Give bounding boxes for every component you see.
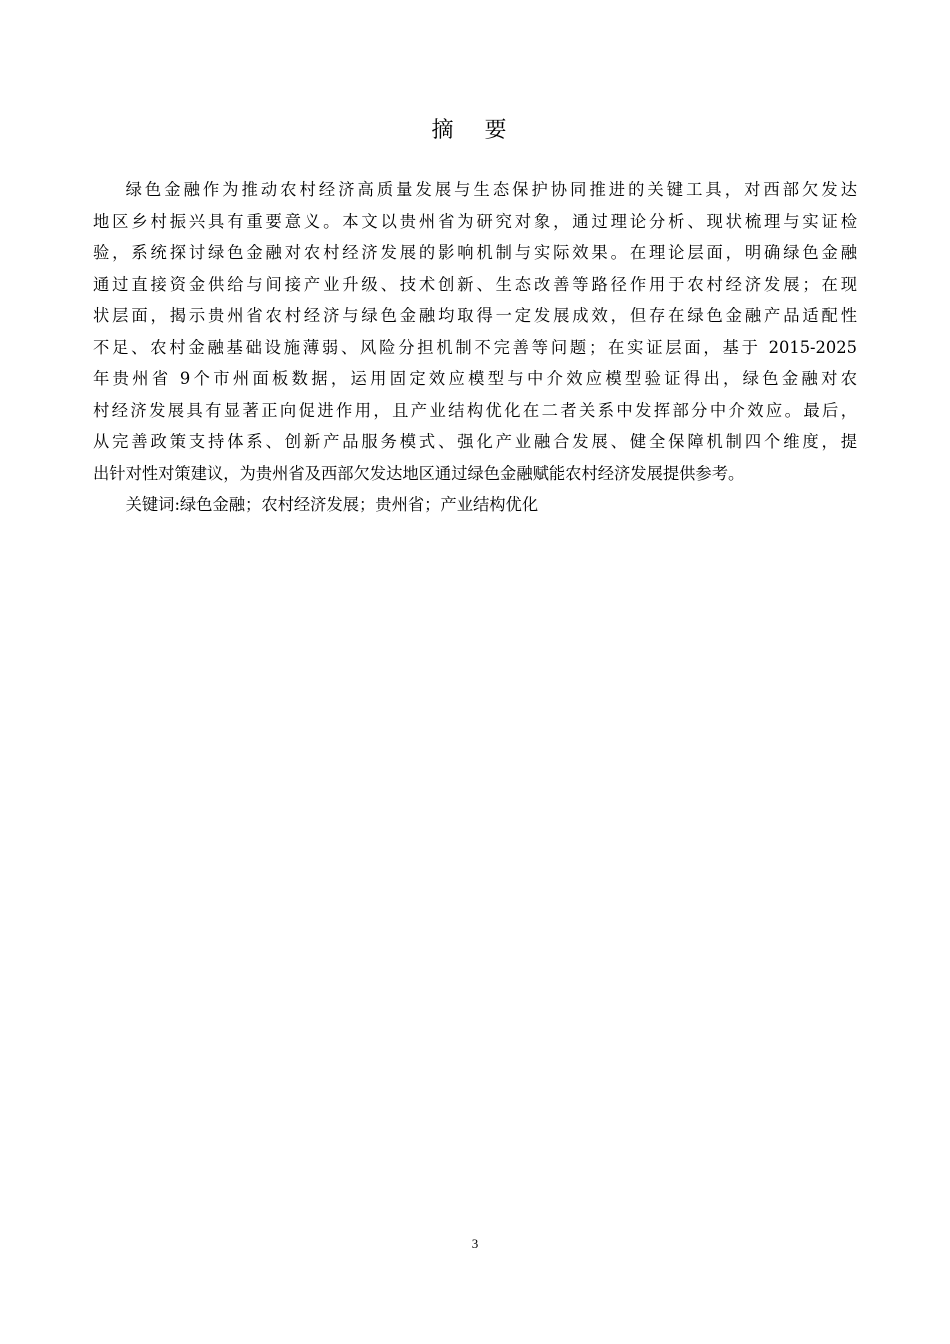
abstract-line: 状层面，揭示贵州省农村经济与绿色金融均取得一定发展成效，但存在绿色金融产品适配性: [93, 306, 857, 325]
keywords-line: 关键词:绿色金融；农村经济发展；贵州省；产业结构优化: [125, 495, 539, 514]
abstract-line: 年贵州省 9个市州面板数据，运用固定效应模型与中介效应模型验证得出，绿色金融对农: [93, 369, 857, 388]
abstract-title: 摘 要: [431, 118, 519, 143]
abstract-line: 出针对性对策建议，为贵州省及西部欠发达地区通过绿色金融赋能农村经济发展提供参考。: [93, 463, 745, 483]
abstract-line: 地区乡村振兴具有重要意义。本文以贵州省为研究对象，通过理论分析、现状梳理与实证检: [93, 211, 857, 231]
abstract-line: 验，系统探讨绿色金融对农村经济发展的影响机制与实际效果。在理论层面，明确绿色金融: [93, 243, 857, 262]
abstract-paragraph: [93, 174, 857, 489]
abstract-line: 通过直接资金供给与间接产业升级、技术创新、生态改善等路径作用于农村经济发展；在现: [93, 274, 857, 294]
abstract-body: [93, 174, 857, 521]
page-number: 3: [471, 1236, 479, 1251]
abstract-line: 村经济发展具有显著正向促进作用，且产业结构优化在二者关系中发挥部分中介效应。最后，: [93, 400, 857, 420]
abstract-line: 绿色金融作为推动农村经济高质量发展与生态保护协同推进的关键工具，对西部欠发达: [125, 180, 857, 199]
abstract-line: 从完善政策支持体系、创新产品服务模式、强化产业融合发展、健全保障机制四个维度，提: [93, 432, 857, 451]
abstract-line: 不足、农村金融基础设施薄弱、风险分担机制不完善等问题；在实证层面，基于 2015-2025: [93, 337, 857, 357]
